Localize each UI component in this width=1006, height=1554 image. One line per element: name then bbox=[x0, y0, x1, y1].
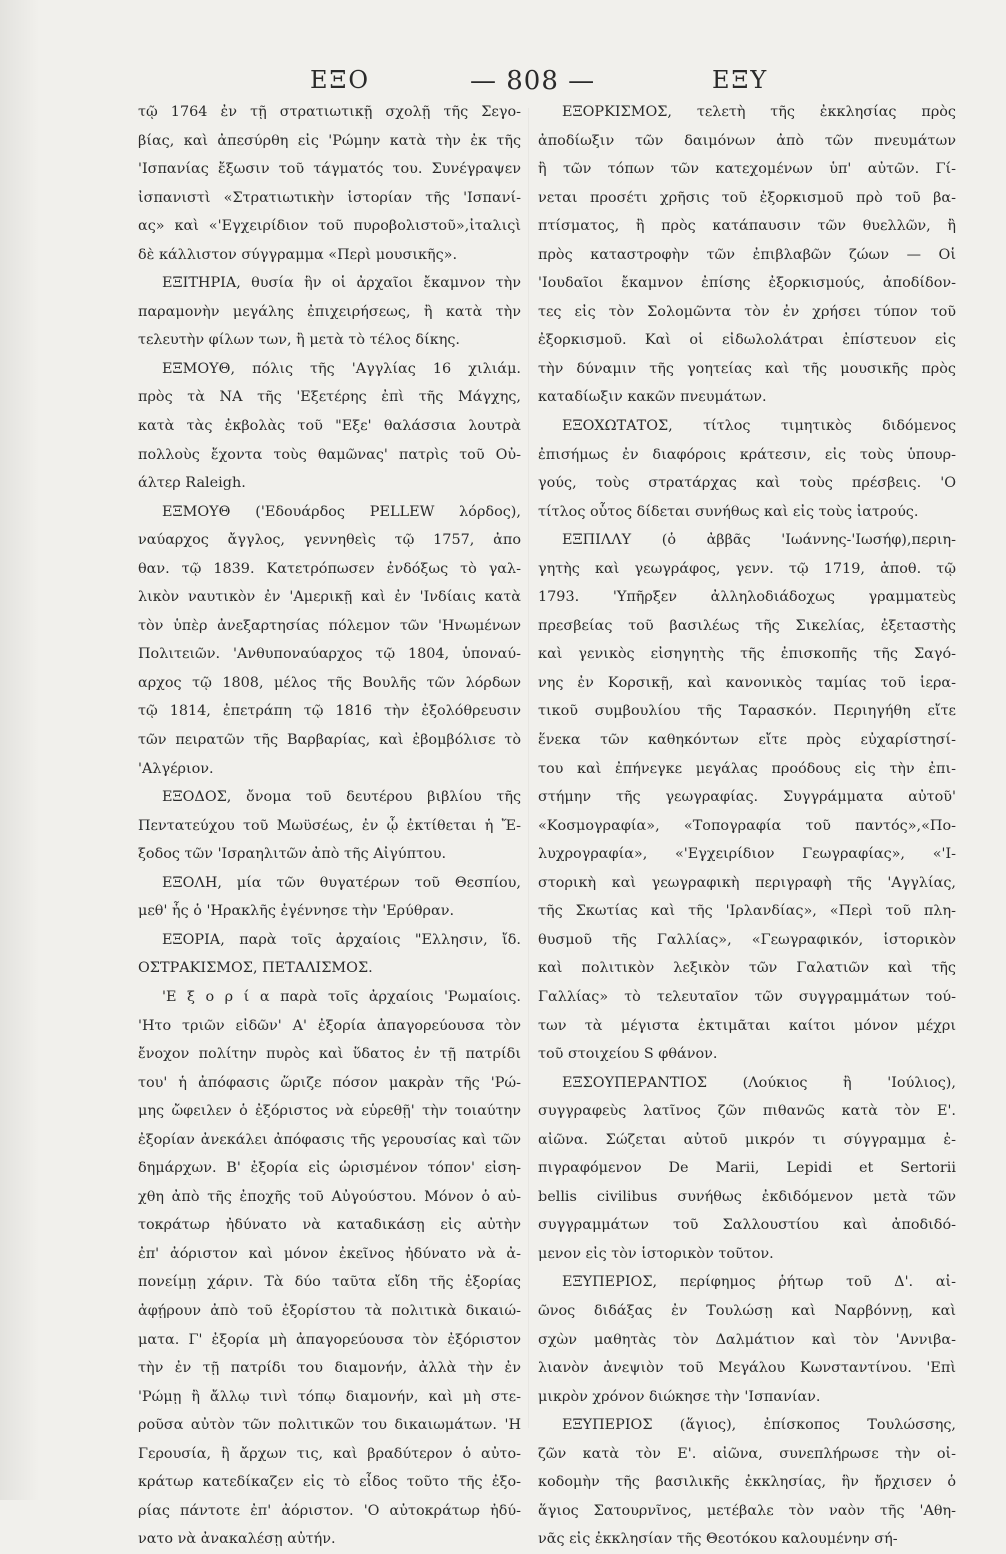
right-column-text-line: μικρὸν χρόνον διώκησε τὴν 'Ισπανίαν. bbox=[538, 1388, 821, 1405]
left-column-text-line: ΕΞΟΔΟΣ, ὄνομα τοῦ δευτέρου βιβλίου τῆς bbox=[162, 789, 521, 806]
right-column-text-line: ἅγιος Σατουρνῖνος, μετέβαλε τὸν ναὸν τῆς 'Αθη- bbox=[538, 1502, 956, 1519]
right-column-text-line: μενον εἰς τὸν ἱστορικὸν τοῦτον. bbox=[538, 1245, 774, 1262]
left-column-text-line: τὸν ὑπὲρ ἀνεξαρτησίας πόλεμον τῶν 'Ηνωμένων bbox=[138, 617, 521, 634]
left-column-text-line: ΕΞΙΤΗΡΙΑ, θυσία ἣν οἱ ἀρχαῖοι ἔκαμνον τὴν bbox=[162, 275, 521, 292]
left-column-text-line: πρὸς τὰ ΝΑ τῆς 'Εξετέρης ἐπὶ τῆς Μάγχης, bbox=[138, 389, 521, 406]
right-column-text-line: «Κοσμογραφία», «Τοπογραφία τοῦ παντός»,«Πο- bbox=[538, 817, 956, 834]
left-column-text-line: δὲ κάλλιστον σύγγραμμα «Περὶ μουσικῆς». bbox=[138, 246, 458, 263]
header-right-guideword: ΕΞΥ bbox=[712, 66, 769, 94]
left-column-text-line: τῷ 1814, ἐπετράπη τῷ 1816 τὴν ἐξολόθρευσιν bbox=[138, 703, 521, 720]
left-column-text-line: ματα. Γ' ἐξορία μὴ ἀπαγορεύουσα τὸν ἐξόριστον bbox=[138, 1331, 521, 1348]
right-column-text-line: ῶνος διδάξας ἐν Τουλώσῃ καὶ Ναρβόννῃ, καὶ bbox=[538, 1302, 956, 1319]
left-column-text-line: κράτωρ κατεδίκαζεν εἰς τὸ εἶδος τοῦτο τῆς ἐξο- bbox=[138, 1474, 521, 1491]
left-column-text-line: τῷ 1764 ἐν τῇ στρατιωτικῇ σχολῇ τῆς Σεγο- bbox=[138, 104, 521, 120]
left-column-text-line: χθη ἀπὸ τῆς ἐποχῆς τοῦ Αὐγούστου. Μόνον ὁ αὐ- bbox=[138, 1188, 521, 1205]
right-column-text-line: θυσμοῦ τῆς Γαλλίας», «Γεωγραφικόν, ἱστορικὸν bbox=[538, 931, 956, 948]
right-column-text-line: γούς, τοὺς στρατάρχας καὶ τοὺς πρέσβεις. 'Ο bbox=[538, 475, 956, 492]
left-column-text-line: Γερουσία, ἢ ἄρχων τις, καὶ βραδύτερον ὁ αὐτο- bbox=[138, 1445, 521, 1462]
right-column-text-line: κοδομὴν τῆς βασιλικῆς ἐκκλησίας, ἣν ἤρχισεν ὁ bbox=[538, 1474, 956, 1491]
right-column-text-line: τικοῦ συμβουλίου τῆς Ταρασκόν. Περιηγήθη εἴτε bbox=[538, 703, 956, 720]
left-column-text-line: τοκράτωρ ἠδύνατο νὰ καταδικάσῃ εἰς αὐτὴν bbox=[138, 1217, 521, 1234]
right-column-text-line: Γαλλίας» τὸ τελευταῖον τῶν συγγραμμάτων τού- bbox=[538, 988, 956, 1005]
left-column-text-line: ἀφῄρουν ἀπὸ τοῦ ἐξορίστου τὰ πολιτικὰ δικαιώ- bbox=[138, 1302, 521, 1319]
right-column-text-line: νεται προσέτι χρῆσις τοῦ ἐξορκισμοῦ πρὸ τοῦ βα- bbox=[538, 189, 956, 206]
right-column-text-line: ΕΞΟΧΩΤΑΤΟΣ, τίτλος τιμητικὸς διδόμενος bbox=[562, 418, 956, 435]
left-column-text-line: αρχος τῷ 1808, μέλος τῆς Βουλῆς τῶν λόρδων bbox=[138, 674, 521, 691]
left-column-text-line: τὴν ἐν τῇ πατρίδι του διαμονήν, ἀλλὰ τὴν ἐν bbox=[138, 1360, 521, 1377]
page-header bbox=[0, 66, 1006, 98]
left-column-text-line: ΕΞΟΡΙΑ, παρὰ τοῖς ἀρχαίοις "Ελλησιν, ἴδ. bbox=[162, 931, 521, 948]
right-column-text-line: στορικὴ καὶ γεωγραφικὴ περιγραφὴ τῆς 'Αγγλίας, bbox=[538, 874, 956, 891]
left-column-text-line: ροῦσα αὐτὸν τῶν πολιτικῶν του δικαιωμάτων. 'Η bbox=[138, 1417, 521, 1434]
right-column-text-line: νᾶς εἰς ἐκκλησίαν τῆς Θεοτόκου καλουμένην σή- bbox=[538, 1531, 898, 1548]
left-column-text-line: τῶν πειρατῶν τῆς Βαρβαρίας, καὶ ἐβομβόλισε τὸ bbox=[138, 732, 521, 749]
right-column-text-line: πρὸς καταστροφὴν τῶν ἐπιβλαβῶν ζώων — Οἱ bbox=[538, 246, 956, 263]
page-fold-shadow bbox=[0, 0, 40, 1500]
right-column-text-line: ζῶν κατὰ τὸν Ε'. αἰῶνα, συνεπλήρωσε τὴν οἰ- bbox=[538, 1445, 956, 1462]
column-gutter bbox=[528, 108, 529, 1428]
right-column-text-line: τοῦ στοιχείου S φθάνον. bbox=[538, 1046, 718, 1063]
left-column-text-line: θαν. τῷ 1839. Κατετρόπωσεν ἐνδόξως τὸ γαλ- bbox=[138, 560, 521, 577]
right-column-text-line: καταδίωξιν κακῶν πνευμάτων. bbox=[538, 389, 767, 406]
right-column-text-line: σχὼν μαθητὰς τὸν Δαλμάτιον καὶ τὸν 'Αννιβα- bbox=[538, 1331, 956, 1348]
left-column-text-line: ΟΣΤΡΑΚΙΣΜΟΣ, ΠΕΤΑΛΙΣΜΟΣ. bbox=[138, 960, 373, 977]
right-column-text-line: τῆς Σκωτίας καὶ τῆς 'Ιρλανδίας», «Περὶ τοῦ πλη- bbox=[538, 903, 956, 920]
right-column-text-line: τίτλος οὗτος δίδεται συνήθως καὶ εἰς τοὺς ἰατρούς. bbox=[538, 503, 919, 520]
right-column bbox=[538, 98, 956, 1554]
left-column-text-line: 'Ισπανίας ἔξωσιν τοῦ τάγματός του. Συνέγραψεν bbox=[138, 161, 521, 178]
left-column-text-line: ΕΞΜΟΥΘ, πόλις τῆς 'Αγγλίας 16 χιλιάμ. bbox=[162, 360, 521, 377]
left-column-text-line: ΕΞΟΛΗ, μία τῶν θυγατέρων τοῦ Θεσπίου, bbox=[162, 874, 521, 891]
right-column-text-line: ἕνεκα τῶν καθηκόντων εἴτε πρὸς εὐχαρίστησί- bbox=[538, 732, 956, 749]
left-column-text-line: κατὰ τὰς ἐκβολὰς τοῦ "Εξε' θαλάσσια λουτρὰ bbox=[138, 418, 521, 435]
right-column-text-line: 'Ιουδαῖοι ἔκαμνον ἐπίσης ἐξορκισμούς, ἀποδίδον- bbox=[538, 275, 956, 292]
left-column-text-line: Πεντατεύχου τοῦ Μωϋσέως, ἐν ᾧ ἐκτίθεται ἡ Ἔ- bbox=[138, 817, 521, 834]
page-number: — 808 — bbox=[470, 66, 596, 96]
right-column-text-line: 1793. 'Υπῆρξεν ἀλληλοδιάδοχως γραμματεὺς bbox=[538, 589, 956, 606]
left-column-text-line: μης ὤφειλεν ὁ ἐξόριστος νὰ εὑρεθῇ' τὴν τοιαύτην bbox=[138, 1103, 521, 1120]
right-column-text-line: λυχρογραφία», «'Εγχειρίδιον Γεωγραφίας», «'Ι- bbox=[538, 846, 956, 863]
left-column-text-line: ἐπ' ἀόριστον καὶ μόνον ἐκεῖνος ἠδύνατο νὰ ἀ- bbox=[138, 1245, 521, 1262]
right-column-text-line: ΕΞΣΟΥΠΕΡΑΝΤΙΟΣ (Λούκιος ἢ 'Ιούλιος), bbox=[562, 1074, 956, 1091]
right-column-text-line: ΕΞΟΡΚΙΣΜΟΣ, τελετὴ τῆς ἐκκλησίας πρὸς bbox=[562, 104, 956, 120]
right-column-text-line: ΕΞΠΙΛΛΥ (ὁ ἀββᾶς 'Ιωάννης-'Ιωσήφ),περιη- bbox=[562, 532, 956, 549]
left-column-text-line: πολλοὺς ἔχοντα τοὺς θαμῶνας' πατρὶς τοῦ Οὐ- bbox=[138, 446, 521, 463]
right-column-text-line: νης ἐν Κορσικῇ, καὶ κανονικὸς ταμίας τοῦ ἱερα- bbox=[538, 674, 956, 691]
right-column-text-line: πρεσβείας τοῦ βασιλέως τῆς Σικελίας, ἐξεταστὴς bbox=[538, 617, 956, 634]
right-column-text-line: ἢ τῶν τόπων τῶν κατεχομένων ὑπ' αὐτῶν. Γί- bbox=[538, 161, 956, 178]
left-column-text-line: λικὸν ναυτικὸν ἐν 'Αμερικῇ καὶ ἐν 'Ινδίαις κατὰ bbox=[138, 589, 521, 606]
left-column-text-line: ναύαρχος ἄγγλος, γεννηθεὶς τῷ 1757, ἀπο bbox=[138, 532, 521, 549]
header-left-guideword: ΕΞΟ bbox=[310, 66, 371, 94]
right-column-text-line: ΕΞΥΠΕΡΙΟΣ (ἅγιος), ἐπίσκοπος Τουλώσσης, bbox=[562, 1417, 956, 1434]
left-column-text-line: τελευτὴν φίλων των, ἢ μετὰ τὸ τέλος δίκης. bbox=[138, 332, 460, 349]
left-column-text-line: ἐξορίαν ἀνεκάλει ἀπόφασις τῆς γερουσίας καὶ τῶν bbox=[138, 1131, 521, 1148]
left-column-text-line: 'Αλγέριον. bbox=[138, 760, 214, 777]
left-column bbox=[138, 98, 521, 1554]
left-column-text-line: ας» καὶ «'Εγχειρίδιον τοῦ πυροβολιστοῦ»,ἰταλιςὶ bbox=[138, 218, 521, 235]
right-column-text-line: του καὶ ἐπήνεγκε μεγάλας προόδους εἰς τὴν ἐπι- bbox=[538, 760, 956, 777]
right-column-text-line: γητὴς καὶ γεωγράφος, γενν. τῷ 1719, ἀποθ. τῷ bbox=[538, 560, 956, 577]
left-column-text-line: νατο νὰ ἀνακαλέσῃ αὐτήν. bbox=[138, 1531, 336, 1548]
right-column-text-line: πτίσματος, ἢ πρὸς κατάπαυσιν τῶν θυελλῶν, ἢ bbox=[538, 218, 956, 235]
left-column-text-line: ξοδος τῶν 'Ισραηλιτῶν ἀπὸ τῆς Αἰγύπτου. bbox=[138, 846, 447, 863]
right-column-text-line: ἐξορκισμοῦ. Καὶ οἱ εἰδωλολάτραι ἐπίστευον εἰς bbox=[538, 332, 956, 349]
left-column-text-line: πονείμῃ χάριν. Τὰ δύο ταῦτα εἴδη τῆς ἐξορίας bbox=[138, 1274, 521, 1291]
right-column-text-line: των τὰ μέγιστα ἐκτιμᾶται καίτοι μόνον μέχρι bbox=[538, 1017, 956, 1034]
left-column-text-line: Πολιτειῶν. 'Ανθυποναύαρχος τῷ 1804, ὑποναύ- bbox=[138, 646, 521, 663]
right-column-text-line: bellis civilibus συνήθως ἐκδιδόμενον μετὰ τῶν bbox=[538, 1188, 956, 1205]
left-column-text-line: 'Ητο τριῶν εἰδῶν' Α' ἐξορία ἀπαγορεύουσα τὸν bbox=[138, 1017, 521, 1034]
right-column-text-line: λιανὸν ἀνεψιὸν τοῦ Μεγάλου Κωνσταντίνου. 'Επὶ bbox=[538, 1360, 956, 1377]
left-column-text-line: δημάρχων. Β' ἐξορία εἰς ὡρισμένον τόπον' εἰση- bbox=[138, 1160, 521, 1177]
right-column-text-line: ΕΞΥΠΕΡΙΟΣ, περίφημος ῥήτωρ τοῦ Δ'. αἰ- bbox=[562, 1274, 956, 1291]
right-column-text-line: συγγραμμάτων τοῦ Σαλλουστίου καὶ ἀποδιδό- bbox=[538, 1217, 956, 1234]
right-column-text-line: καὶ γενικὸς εἰσηγητὴς τῆς ἐπισκοπῆς τῆς Σαγό- bbox=[538, 646, 956, 663]
left-column-text-line: παραμονὴν μεγάλης ἐπιχειρήσεως, ἢ κατὰ τὴν bbox=[138, 303, 521, 320]
left-column-text-line: βίας, καὶ ἀπεσύρθη εἰς 'Ρώμην κατὰ τὴν ἐκ τῆς bbox=[138, 132, 521, 149]
right-column-text-line: αἰῶνα. Σώζεται αὐτοῦ μικρόν τι σύγγραμμα ἐ- bbox=[538, 1131, 956, 1148]
left-column-text-line: ἰσπανιστὶ «Στρατιωτικὴν ἱστορίαν τῆς 'Ισπανί- bbox=[138, 189, 521, 206]
right-column-text-line: καὶ πολιτικὸν λεξικὸν τῶν Γαλατιῶν καὶ τῆς bbox=[538, 960, 956, 977]
right-column-text-line: στήμην τῆς γεωγραφίας. Συγγράμματα αὐτοῦ' bbox=[538, 789, 956, 806]
left-column-text-line: ρίας πάντοτε ἐπ' ἀόριστον. 'Ο αὐτοκράτωρ ἠδύ- bbox=[138, 1502, 521, 1519]
right-column-text-line: συγγραφεὺς λατῖνος ζῶν πιθανῶς κατὰ τὸν Ε'. bbox=[538, 1103, 956, 1120]
left-column-text-line: 'Ε ξ ο ρ ί α παρὰ τοῖς ἀρχαίοις 'Ρωμαίοις. bbox=[162, 988, 521, 1005]
left-column-text-line: ΕΞΜΟΥΘ ('Εδουάρδος PELLEW λόρδος), bbox=[162, 503, 521, 520]
right-column-text-line: τὴν δύναμιν τῆς γοητείας καὶ τῆς μουσικῆς πρὸς bbox=[538, 360, 956, 377]
left-column-text-line: μεθ' ἧς ὁ 'Ηρακλῆς ἐγέννησε τὴν 'Ερύθραν. bbox=[138, 903, 455, 920]
left-column-text-line: ἔνοχον πολίτην πυρὸς καὶ ὕδατος ἐν τῇ πατρίδι bbox=[138, 1046, 521, 1063]
right-column-text-line: ἐπισήμως ἐν διαφόροις κράτεσιν, εἰς τοὺς ὑπουρ- bbox=[538, 446, 956, 463]
left-column-text-line: άλτερ Raleigh. bbox=[138, 475, 246, 492]
left-column-text-line: 'Ρώμῃ ἢ ἄλλῳ τινὶ τόπῳ διαμονήν, καὶ μὴ στε- bbox=[138, 1388, 521, 1405]
right-column-text-line: τες εἰς τὸν Σολομῶντα τὸν ἐν χρήσει τύπον τοῦ bbox=[538, 303, 956, 320]
right-column-text-line: πιγραφόμενον De Marii, Lepidi et Sertorii bbox=[538, 1160, 956, 1177]
right-column-text-line: ἀποδίωξιν τῶν δαιμόνων ἀπὸ τῶν πνευμάτων bbox=[538, 132, 956, 149]
left-column-text-line: του' ἡ ἀπόφασις ὥριζε πόσον μακρὰν τῆς 'Ρώ- bbox=[138, 1074, 521, 1091]
